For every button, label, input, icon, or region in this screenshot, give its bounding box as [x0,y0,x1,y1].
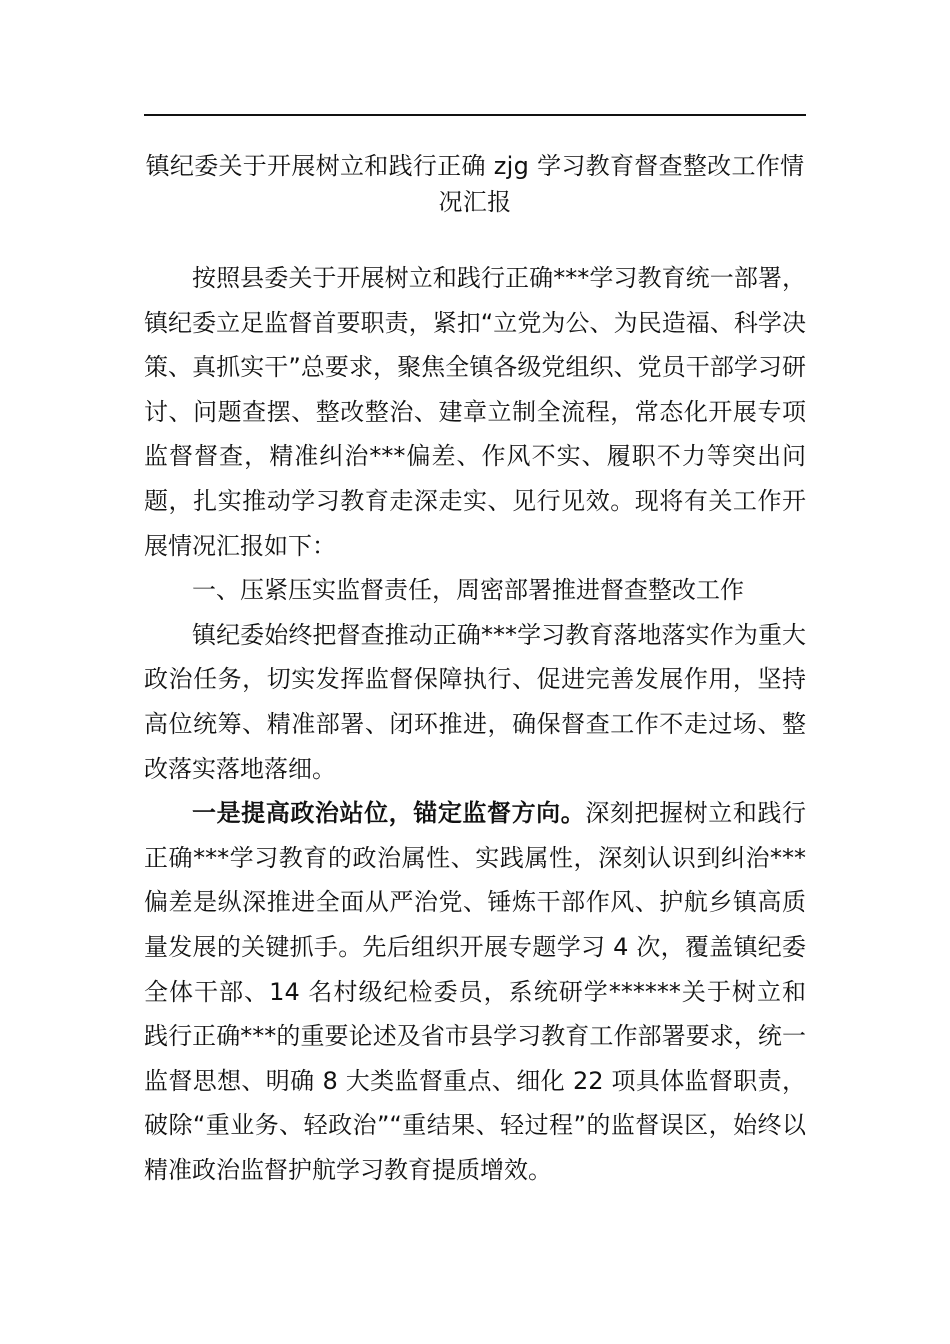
point-1-lead: 一是提高政治站位，锚定监督方向。 [192,799,586,828]
section-heading-1: 一、压紧压实监督责任，周密部署推进督查整改工作 [192,576,744,605]
point-1-text: 深刻把握树立和践行正确***学习教育的政治属性、实践属性，深刻认识到纠治***偏差是纵深推进全面从严治党、锤炼干部作风、护航乡镇高质量发展的关键抓手。先后组织开展专题学习 4 次，覆盖镇纪委全体干部、14 名村级纪检委员，系统研学******关于树立和践行正确***的重要论述及省市县学习教育工作部署要求，统一监督思想、明确 8 大类监督重点、细化 22 项具体监督职责，破除“重业务、轻政治”“重结果、轻过程”的监督误区，始终以精准政治监督护航学习教育提质增效。 [144,799,807,1184]
paragraph-section-1: 镇纪委始终把督查推动正确***学习教育落地落实作为重大政治任务，切实发挥监督保障执行、促进完善发展作用，坚持高位统筹、精准部署、闭环推进，确保督查工作不走过场、整改落实落地落细。 [144,620,806,783]
document-body [144,256,806,1192]
document-title: 镇纪委关于开展树立和践行正确 zjg 学习教育督查整改工作情况汇报 [145,152,805,216]
paragraph-intro: 按照县委关于开展树立和践行正确***学习教育统一部署，镇纪委立足监督首要职责，紧扣“立党为公、为民造福、科学决策、真抓实干”总要求，聚焦全镇各级党组织、党员干部学习研讨、问题查摆、整改整治、建章立制全流程，常态化开展专项监督督查，精准纠治***偏差、作风不实、履职不力等突出问题，扎实推动学习教育走深走实、见行见效。现将有关工作开展情况汇报如下： [144,264,806,560]
header-rule [144,114,806,116]
paragraph-point-1 [144,791,806,1192]
